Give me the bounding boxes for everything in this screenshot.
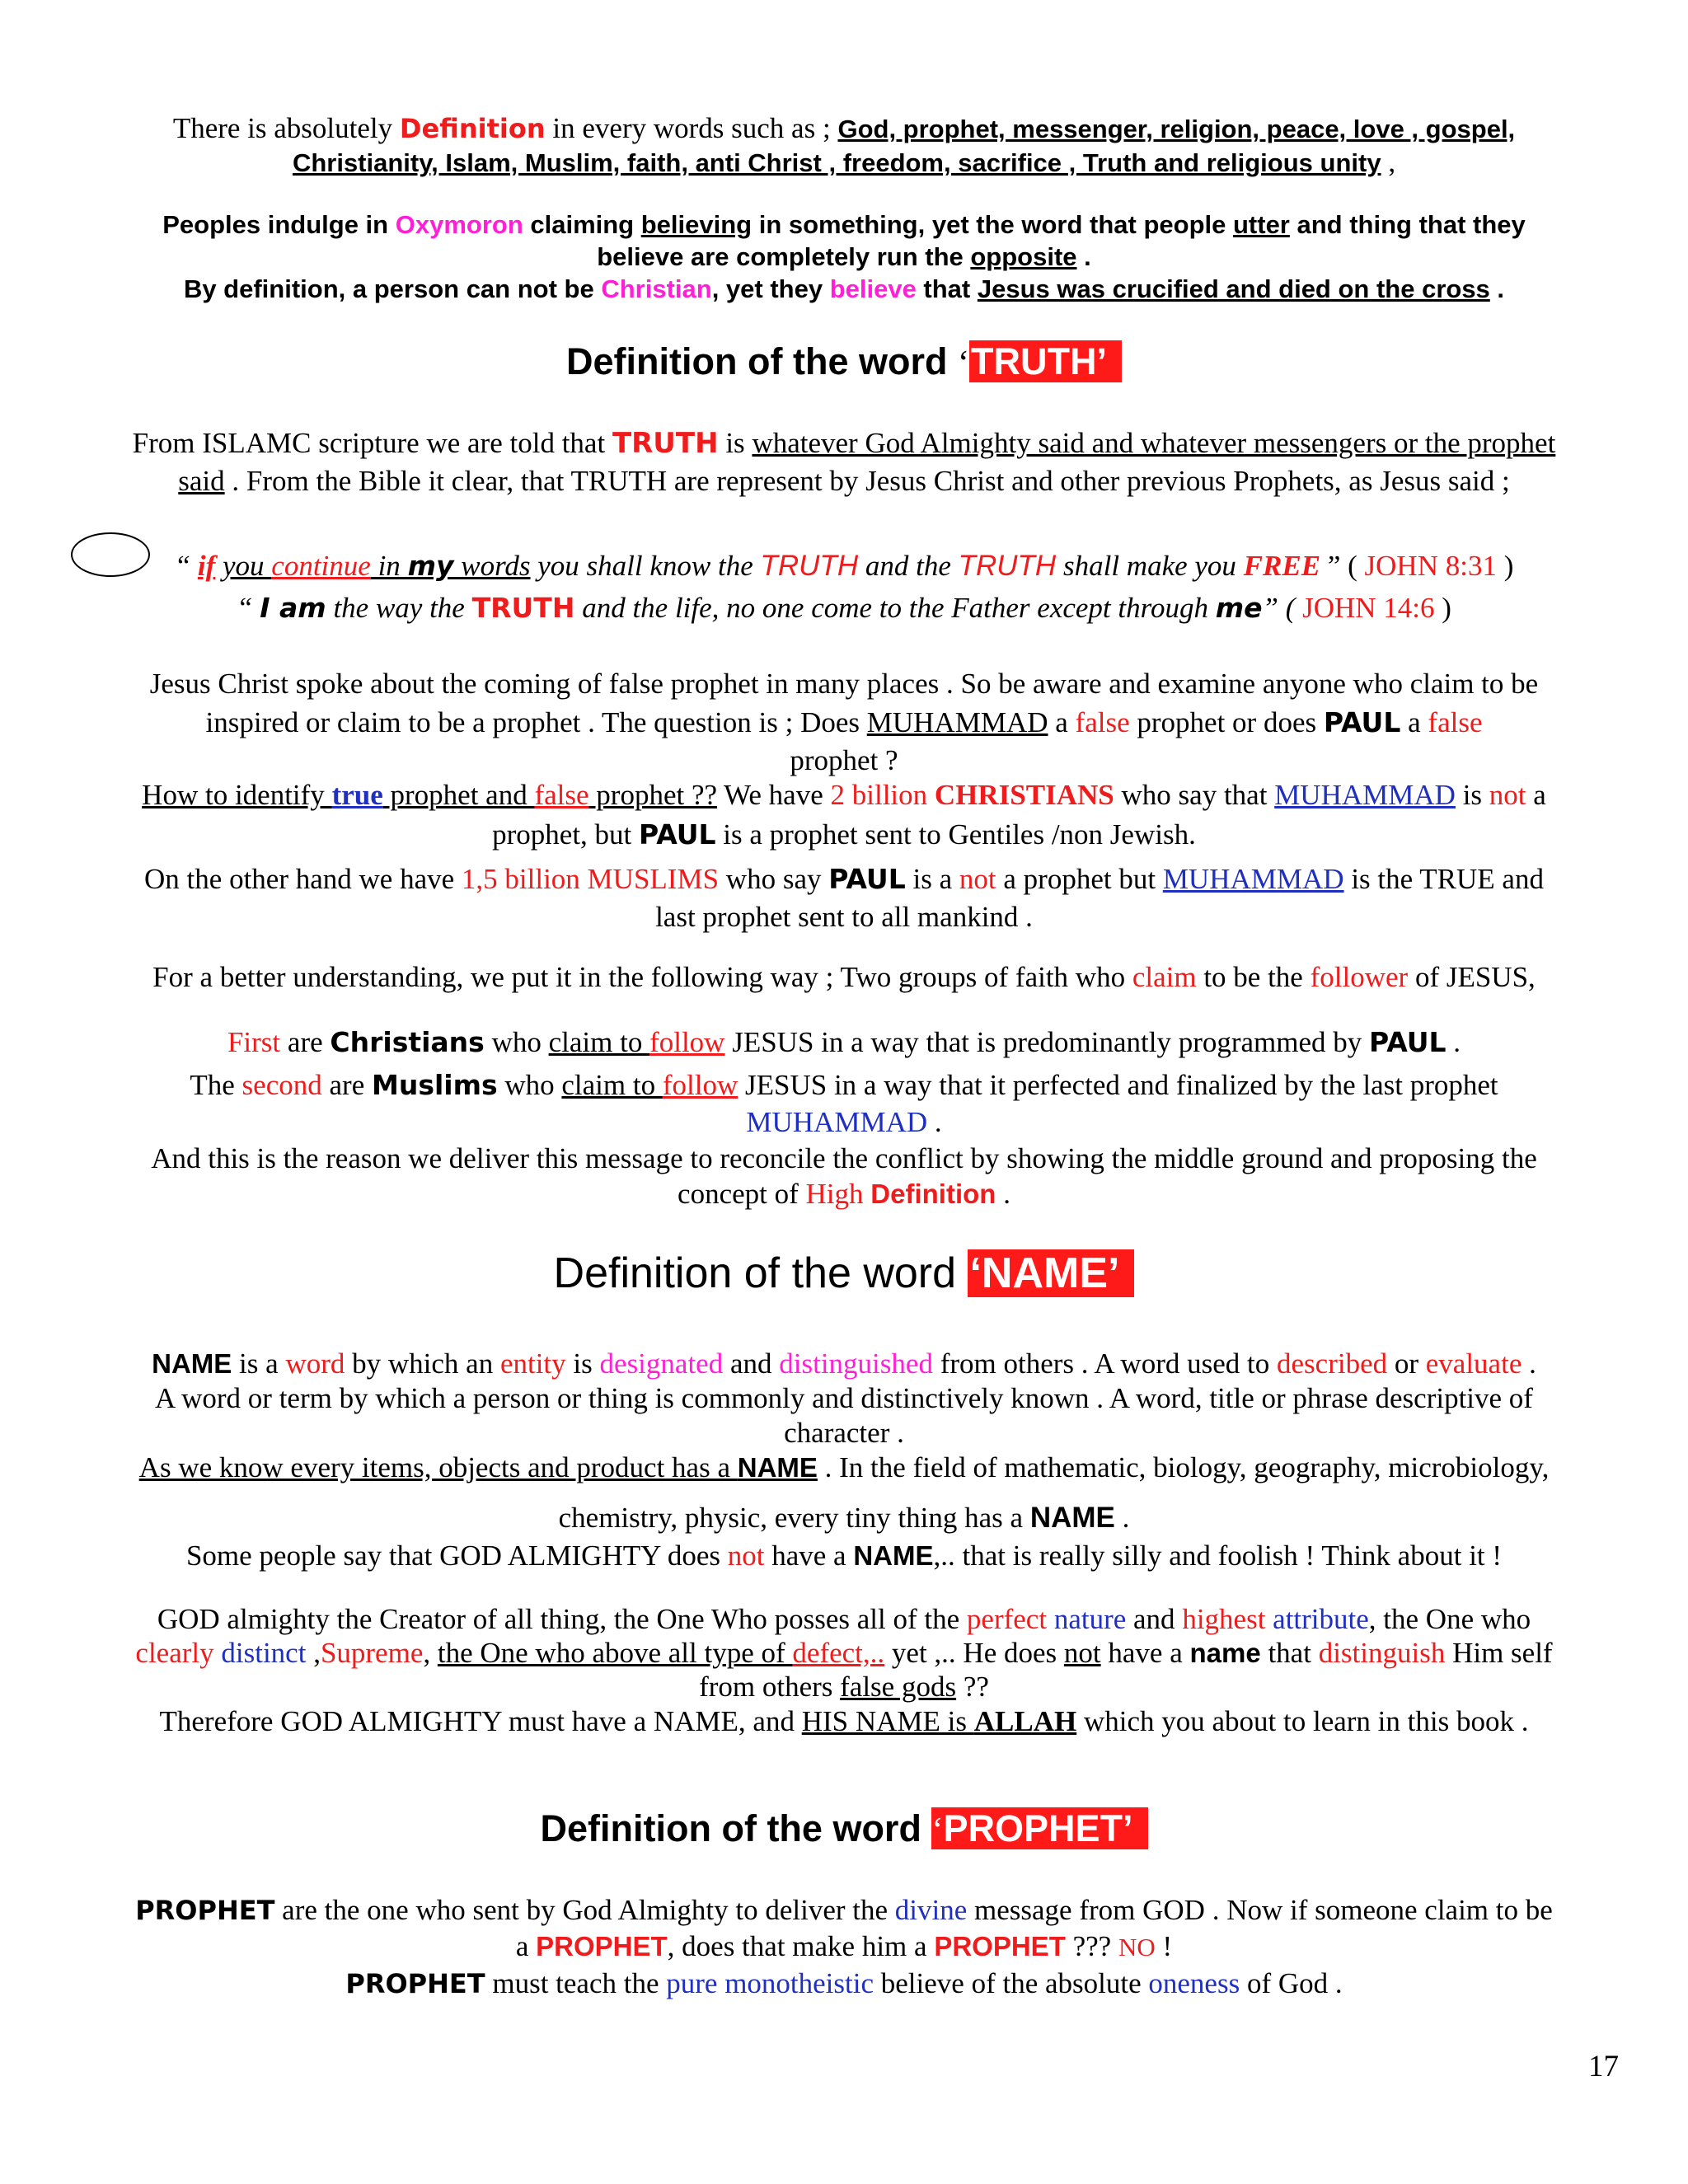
body-text: is a [905,863,959,895]
body-text: nature [1053,1603,1127,1635]
body-text [717,1967,724,1999]
name-c3 [66,1671,1622,1704]
body-text: are [321,1069,372,1101]
body-text: have a [1100,1637,1190,1669]
body-text: GOD almighty the Creator of all thing, the One Who posses all of the [157,1603,967,1635]
body-text: a prophet but [996,863,1163,895]
body-text: who [497,1069,562,1101]
truth-m1 [66,863,1622,896]
body-text: defect,.. [792,1637,885,1669]
body-text: false [534,779,589,811]
verse-reference: JOHN 8:31 [1364,550,1497,582]
body-text: prophet and [382,779,535,811]
body-text: 1,5 billion MUSLIMS [461,863,720,895]
name-heading [66,1249,1622,1298]
verse-text: you [223,550,272,582]
body-text: , the One who [1368,1603,1531,1635]
heading-quote: ‘ [931,1811,944,1849]
body-text: false [1075,706,1130,738]
body-text: clearly [135,1637,214,1669]
verse-text: my [407,550,454,582]
body-text: . [1522,1347,1536,1380]
body-text: is a prophet sent to Gentiles /non Jewish. [715,818,1196,851]
heading-highlight [931,1807,1147,1849]
body-text: And this is the reason we deliver this message to reconcile the conflict by showing the middle ground and proposing the [151,1142,1537,1174]
body-text [1265,1603,1273,1635]
body-text: or [1387,1347,1426,1380]
body-text: ??? [1065,1930,1118,1962]
intro-word-list: God, prophet, messenger, religion, peace, love , gospel, [837,115,1516,143]
body-text: follow [649,1026,725,1058]
intro-text: in every words such as ; [545,112,838,144]
body-text: PAUL [1369,1026,1447,1058]
body-text: not [1063,1637,1101,1669]
body-text: concept of [678,1178,806,1210]
heading-text: Definition of the word [566,340,958,382]
heading-text: Definition of the word [540,1807,932,1849]
intro-text: Jesus was crucified and died on the cross [977,274,1490,303]
verse-john-8-31 [66,550,1622,583]
truth-o5 [66,1178,1622,1211]
body-text: Definition [870,1179,996,1209]
body-text: NO [1118,1933,1156,1961]
body-text: word [285,1347,345,1380]
intro-text: that [916,274,978,303]
verse-text: ” ( [1320,550,1365,582]
intro-line-3 [66,210,1622,240]
verse-text: I am [260,592,326,624]
verse-text: ” ( [1262,592,1303,624]
body-text: who [484,1026,549,1058]
body-text: last prophet sent to all mankind . [655,901,1033,933]
body-text: prophet ? [790,744,898,776]
body-text: Some people say that GOD ALMIGHTY does [185,1540,728,1572]
body-text: JESUS in a way that is predominantly programmed by [724,1026,1370,1058]
verse-text: shall make you [1056,550,1244,582]
body-text: a [1526,779,1546,811]
heading-highlight: ‘NAME’ [968,1249,1134,1297]
body-text: As we know every items, objects and product has a [138,1451,738,1483]
body-text: who say [719,863,829,895]
intro-text: claiming [523,210,641,239]
name-c1 [66,1603,1622,1636]
verse-text: ) [1496,550,1514,582]
body-text: , [423,1637,438,1669]
body-text: MUHAMMAD [866,706,1048,738]
body-text: TRUTH [612,427,719,460]
body-text: evaluate [1425,1347,1522,1380]
body-text: who say that [1114,779,1275,811]
body-text: a [1048,706,1076,738]
body-text: entity [499,1347,566,1380]
body-text: Therefore GOD ALMIGHTY must have a NAME, and [159,1705,802,1737]
truth-o2 [66,1069,1622,1102]
body-text: chemistry, physic, every tiny thing has a [558,1502,1030,1534]
body-text: of God . [1240,1967,1343,1999]
body-text: highest [1182,1603,1266,1635]
body-text: A word or term by which a person or thing is commonly and distinctively known . A word, title or phrase descriptive of [155,1382,1533,1414]
body-text: distinguish [1318,1637,1446,1669]
body-text: prophet or does [1129,706,1324,738]
body-text: 2 billion [830,779,935,811]
prophet-heading [66,1807,1622,1850]
body-text: pure [666,1967,718,1999]
body-text: NAME [1029,1502,1115,1534]
intro-text: believe are completely run the [597,242,971,271]
verse-text: “ [237,592,260,624]
body-text: How to identify [142,779,332,811]
body-text: of JESUS, [1408,961,1536,993]
intro-definition-word: Definition [399,113,546,144]
body-text: distinct [221,1637,307,1669]
body-text: Muslims [371,1069,498,1101]
body-text: PROPHET [345,1968,485,1999]
body-text: designated [599,1347,724,1380]
body-text: MUHAMMAD [1274,779,1456,811]
truth-j1 [66,668,1622,701]
body-text: ,.. that is really silly and foolish ! Think about it ! [933,1540,1503,1572]
body-text: that [1260,1637,1319,1669]
body-text: First [227,1026,281,1058]
body-text: are the one who sent by God Almighty to deliver the [274,1894,895,1926]
body-text: On the other hand we have [144,863,462,895]
body-text: ! [1155,1930,1173,1962]
body-text: PAUL [639,818,716,851]
body-text: is [1455,779,1489,811]
body-text: described [1277,1347,1388,1380]
truth-m2 [66,901,1622,934]
body-text: PAUL [828,863,906,895]
body-text: from others . A word used to [932,1347,1277,1380]
body-text: message from GOD . Now if someone claim to be [967,1894,1553,1926]
body-text: are [280,1026,331,1058]
name-a1 [66,1347,1622,1380]
body-text: JESUS in a way that it perfected and finalized by the last prophet [738,1069,1498,1101]
verse-text: words [453,550,531,582]
body-text: oneness [1148,1967,1240,1999]
truth-k1 [66,779,1622,812]
name-b1 [66,1451,1622,1484]
body-text: a [515,1930,537,1962]
body-text: the One who above all type of [437,1637,793,1669]
body-text: prophet, but [492,818,640,851]
body-text: NAME [737,1452,818,1483]
body-text: Jesus Christ spoke about the coming of false prophet in many places . So be aware and examine anyone who claim to be [149,668,1539,700]
body-text: said [178,465,225,497]
body-text: true [331,779,383,811]
body-text: . [1114,1502,1130,1534]
body-text: whatever God Almighty said and whatever messengers or the prophet [752,427,1556,459]
heading-highlight: TRUTH’ [969,340,1122,382]
truth-o1 [66,1026,1622,1059]
intro-text: . [1076,242,1091,271]
body-text: claim to [548,1026,650,1058]
body-text: not [959,863,996,895]
body-text: Supreme [320,1637,424,1669]
heading-word: PROPHET’ [943,1807,1133,1849]
body-text: from others [699,1671,841,1703]
verse-text: FREE [1243,550,1321,582]
body-text: perfect [966,1603,1048,1635]
prophet-a2 [66,1930,1622,1963]
verse-text: and the [858,550,959,582]
verse-text: ) [1434,592,1451,624]
body-text: . From the Bible it clear, that TRUTH are represent by Jesus Christ and other previous Prophets, as Jesus said ; [224,465,1510,497]
body-text: to be the [1196,961,1311,993]
body-text: monotheistic [724,1967,874,1999]
body-text: not [1489,779,1526,811]
oxymoron-word: Oxymoron [395,210,523,239]
verse-text: continue [271,550,371,582]
body-text: character . [784,1417,904,1449]
body-text: NAME [853,1540,934,1571]
verse-text: me [1215,592,1263,624]
name-a2 [66,1382,1622,1415]
name-b3 [66,1540,1622,1572]
verse-text: “ [174,550,198,582]
body-text: follower [1310,961,1409,993]
verse-text [215,550,223,582]
verse-text: the way the [326,592,472,624]
body-text: a [1400,706,1428,738]
intro-text: Christian [601,274,712,303]
intro-text: believing [640,210,753,239]
body-text: We have [717,779,831,811]
intro-text: , yet they [711,274,830,303]
body-text: . [927,1106,942,1138]
body-text: false [1428,706,1483,738]
body-text: The [190,1069,242,1101]
body-text: claim [1132,961,1197,993]
body-text: Him self [1445,1637,1553,1669]
body-text: is a [232,1347,286,1380]
name-b2 [66,1502,1622,1535]
body-text: prophet ?? [588,779,718,811]
verse-text: in [370,550,408,582]
body-text: , does that make him a [667,1930,935,1962]
body-text: is the TRUE and [1343,863,1544,895]
body-text: From ISLAMC scripture we are told that [132,427,612,459]
truth-o3 [66,1106,1622,1139]
name-c2 [66,1637,1622,1670]
body-text: is [718,427,753,459]
truth-heading [66,340,1622,383]
body-text: PROPHET [536,1931,668,1961]
name-c4 [66,1705,1622,1738]
body-text: follow [662,1069,738,1101]
verse-text: TRUTH [760,550,859,582]
body-text: not [727,1540,765,1572]
truth-n1 [66,961,1622,994]
verse-text: TRUTH [958,550,1057,582]
truth-k2 [66,818,1622,851]
verse-reference: JOHN 14:6 [1302,592,1435,624]
body-text: inspired or claim to be a prophet . The question is ; Does [205,706,867,738]
name-a3 [66,1417,1622,1450]
body-text: is [565,1347,600,1380]
body-text: High [805,1178,871,1210]
body-text: claim to [561,1069,663,1101]
body-text: believe of the absolute [874,1967,1149,1999]
body-text: NAME [152,1348,232,1379]
body-text: and [723,1347,780,1380]
body-text: . [996,1178,1010,1210]
intro-text: utter [1232,210,1290,239]
body-text: and [1126,1603,1183,1635]
body-text: must teach the [485,1967,667,1999]
truth-p1 [66,427,1622,460]
body-text: . In the field of mathematic, biology, geography, microbiology, [817,1451,1550,1483]
body-text: . [1446,1026,1461,1058]
body-text: MUHAMMAD [746,1106,928,1138]
truth-p2 [66,465,1622,498]
body-text: Christians [330,1026,485,1058]
body-text: MUHAMMAD [1162,863,1344,895]
page-number: 17 [1588,2050,1619,2083]
body-text: divine [894,1894,968,1926]
intro-text: , [1381,146,1396,178]
body-text: PAUL [1323,706,1401,738]
verse-john-14-6 [66,592,1622,625]
verse-text: you shall know the [530,550,761,582]
intro-line-5 [66,274,1622,304]
prophet-a1 [66,1894,1622,1927]
verse-text: TRUTH [471,592,575,624]
body-text: yet ,.. He does [884,1637,1064,1669]
body-text: ALLAH [973,1705,1077,1737]
body-text: by which an [345,1347,500,1380]
intro-text: in something, yet the word that people [752,210,1233,239]
body-text: distinguished [779,1347,933,1380]
truth-j2 [66,706,1622,739]
body-text: , [306,1637,321,1669]
truth-j3 [66,744,1622,777]
heading-text: Definition of the word [553,1249,968,1297]
truth-o4 [66,1142,1622,1175]
body-text: PROPHET [934,1931,1066,1961]
intro-text: opposite [970,242,1077,271]
body-text: second [241,1069,322,1101]
body-text: For a better understanding, we put it in the following way ; Two groups of faith who [152,961,1132,993]
intro-line-1 [66,112,1622,145]
body-text: ?? [956,1671,989,1703]
body-text: attribute [1273,1603,1369,1635]
verse-text: if [197,550,216,582]
body-text: name [1189,1638,1261,1668]
verse-text: and the life, no one come to the Father except through [574,592,1216,624]
intro-text: and thing that they [1289,210,1526,239]
intro-line-2 [66,146,1622,179]
body-text: which you about to learn in this book . [1076,1705,1529,1737]
body-text: HIS NAME is [801,1705,974,1737]
intro-line-4 [66,242,1622,272]
intro-text: There is absolutely [172,112,400,144]
intro-text: By definition, a person can not be [183,274,602,303]
body-text: PROPHET [135,1895,275,1926]
body-text: have a [764,1540,854,1572]
prophet-a3 [66,1967,1622,2000]
intro-text: . [1489,274,1505,303]
intro-text: Peoples indulge in [162,210,396,239]
intro-word-list: Christianity, Islam, Muslim, faith, anti Christ , freedom, sacrifice , Truth and religious unity [292,148,1381,177]
intro-text: believe [829,274,917,303]
body-text: CHRISTIANS [934,779,1114,811]
heading-quote: ‘ [957,344,969,382]
body-text [1047,1603,1054,1635]
body-text: false gods [840,1671,957,1703]
